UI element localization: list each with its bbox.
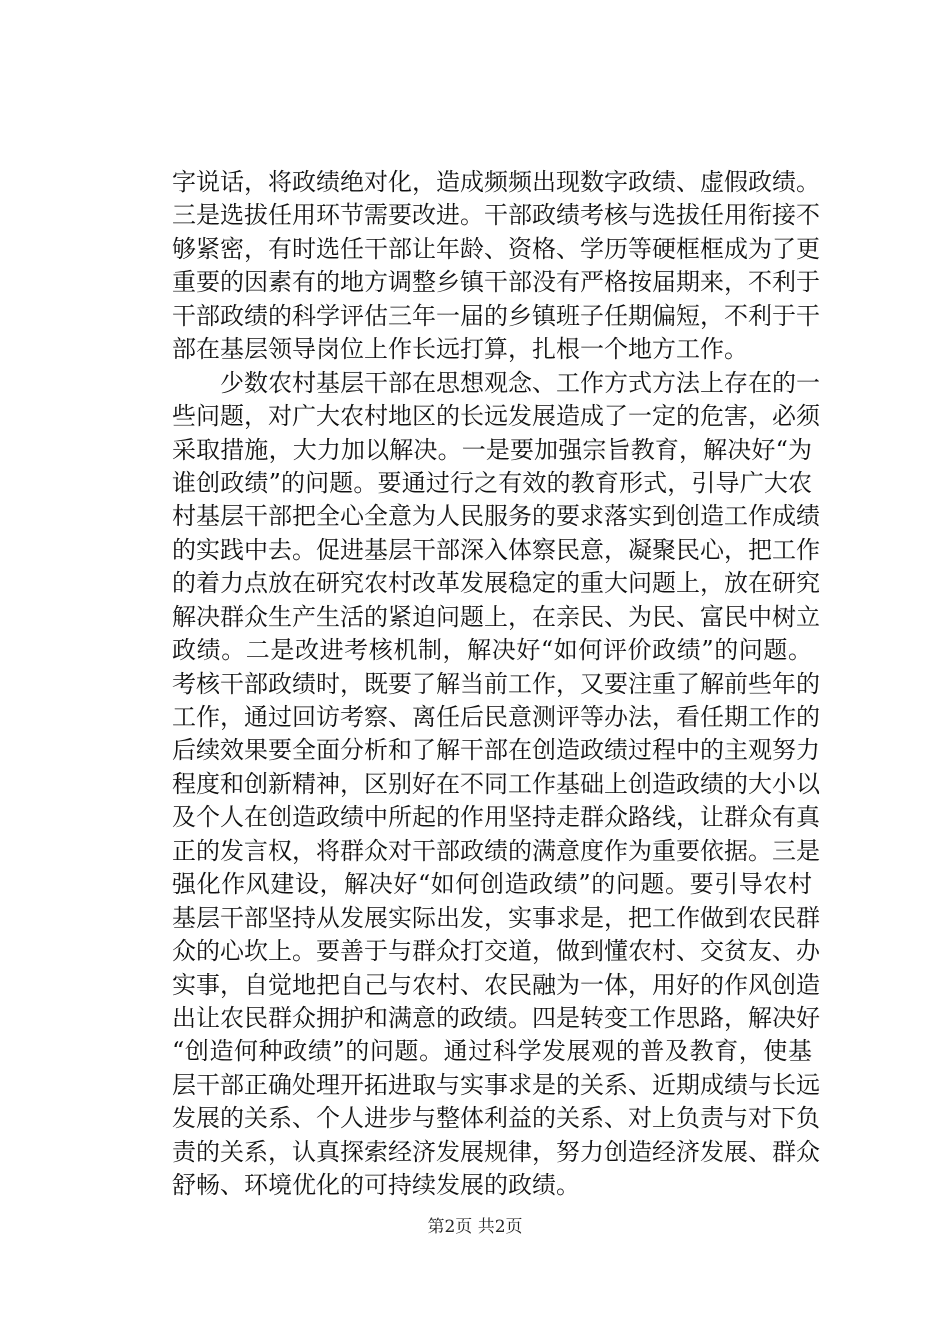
- text-line: 众的心坎上。要善于与群众打交道，做到懂农村、交贫友、办: [172, 937, 820, 966]
- text-line: 舒畅、环境优化的可持续发展的政绩。: [172, 1171, 580, 1200]
- text-line: 后续效果要全面分析和了解干部在创造政绩过程中的主观努力: [172, 736, 820, 765]
- text-line: 发展的关系、个人进步与整体利益的关系、对上负责与对下负: [172, 1104, 820, 1133]
- text-line: 考核干部政绩时，既要了解当前工作，又要注重了解前些年的: [172, 669, 820, 698]
- text-line: 字说话，将政绩绝对化，造成频频出现数字政绩、虚假政绩。: [172, 168, 820, 196]
- text-line: 政绩。二是改进考核机制，解决好“如何评价政绩”的问题。: [172, 636, 812, 665]
- text-line: 的实践中去。促进基层干部深入体察民意，凝聚民心，把工作: [172, 535, 820, 564]
- text-line: 实事，自觉地把自己与农村、农民融为一体，用好的作风创造: [172, 970, 820, 999]
- text-line: 采取措施，大力加以解决。一是要加强宗旨教育，解决好“为: [172, 435, 812, 464]
- text-line: 正的发言权，将群众对干部政绩的满意度作为重要依据。三是: [172, 836, 820, 865]
- text-line: 些问题，对广大农村地区的长远发展造成了一定的危害，必须: [172, 402, 820, 431]
- text-line: 出让农民群众拥护和满意的政绩。四是转变工作思路，解决好: [172, 1003, 820, 1032]
- text-line: 程度和创新精神，区别好在不同工作基础上创造政绩的大小以: [172, 769, 820, 798]
- text-line: 解决群众生产生活的紧迫问题上，在亲民、为民、富民中树立: [172, 602, 820, 631]
- text-line: 层干部正确处理开拓进取与实事求是的关系、近期成绩与长远: [172, 1070, 820, 1099]
- text-line: 村基层干部把全心全意为人民服务的要求落实到创造工作成绩: [172, 502, 820, 531]
- text-line: 强化作风建设，解决好“如何创造政绩”的问题。要引导农村: [172, 870, 812, 899]
- text-line: 工作，通过回访考察、离任后民意测评等办法，看任期工作的: [172, 703, 820, 731]
- text-line: 够紧密，有时选任干部让年龄、资格、学历等硬框框成为了更: [172, 234, 820, 263]
- text-line: 三是选拔任用环节需要改进。干部政绩考核与选拔任用衔接不: [172, 201, 820, 230]
- page-footer: 第2页 共2页: [427, 1217, 523, 1237]
- text-line: 重要的因素有的地方调整乡镇干部没有严格按届期来，不利于: [172, 268, 820, 297]
- text-line: 基层干部坚持从发展实际出发，实事求是，把工作做到农民群: [172, 903, 820, 932]
- text-line: 谁创政绩”的问题。要通过行之有效的教育形式，引导广大农: [172, 468, 812, 497]
- body-text: [172, 166, 820, 1203]
- text-line: 部在基层领导岗位上作长远打算，扎根一个地方工作。: [172, 335, 748, 364]
- text-line: 少数农村基层干部在思想观念、工作方式方法上存在的一: [172, 368, 820, 397]
- text-line: “创造何种政绩”的问题。通过科学发展观的普及教育，使基: [172, 1037, 812, 1066]
- text-line: 及个人在创造政绩中所起的作用坚持走群众路线，让群众有真: [172, 803, 820, 832]
- text-line: 责的关系，认真探索经济发展规律，努力创造经济发展、群众: [172, 1137, 820, 1166]
- text-line: 干部政绩的科学评估三年一届的乡镇班子任期偏短，不利于干: [172, 301, 820, 330]
- text-line: 的着力点放在研究农村改革发展稳定的重大问题上，放在研究: [172, 569, 820, 598]
